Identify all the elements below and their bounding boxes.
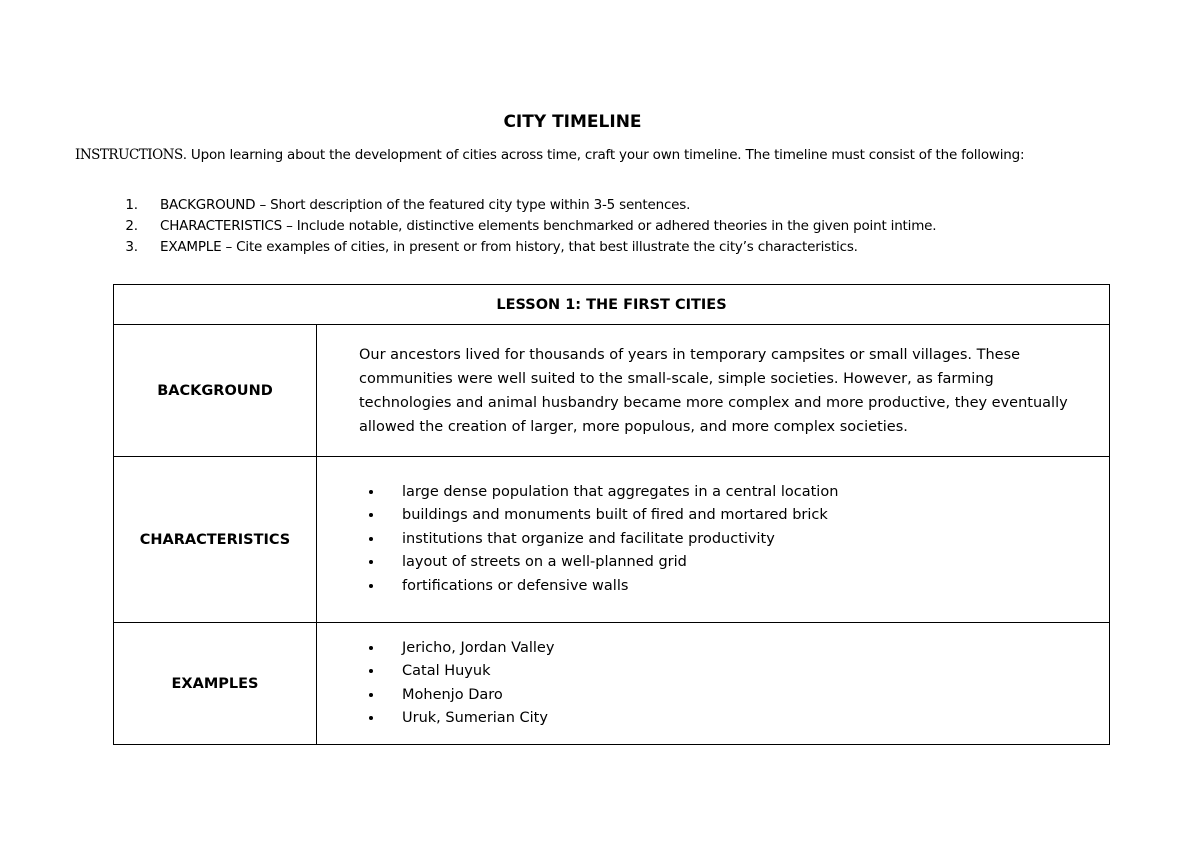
table-row [114,457,1110,623]
list-item: • Uruk, Sumerian City [384,707,1108,731]
list-item: • buildings and monuments built of fired and mortared brick [384,504,1108,528]
table-row [114,623,1110,745]
table-row [114,325,1110,457]
lesson-table [113,284,1110,745]
examples-cell [317,623,1110,745]
background-text: Our ancestors lived for thousands of years in temporary campsites or small villages. These communities were well suited to the small-scale, simple societies. However, as farming technologies and animal husbandry became more complex and more productive, they eventually allowed the creation of larger, more populous, and more complex societies. [317,325,1110,457]
table-heading: LESSON 1: THE FIRST CITIES [114,285,1110,325]
instructions [75,145,1035,166]
list-item: • institutions that organize and facilitate productivity [384,528,1108,552]
instructions-list [118,195,1042,258]
list-item: • large dense population that aggregates in a central location [384,481,1108,505]
background-label: BACKGROUND [114,325,317,457]
list-item: 3. EXAMPLE – Cite examples of cities, in present or from history, that best illustrate the city’s characteristics. [142,237,1042,258]
list-item: • Jericho, Jordan Valley [384,637,1108,661]
instructions-label: INSTRUCTIONS [75,147,183,163]
page-title: CITY TIMELINE [503,112,642,132]
examples-label: EXAMPLES [114,623,317,745]
list-item: • fortifications or defensive walls [384,575,1108,599]
list-item: • Mohenjo Daro [384,684,1108,708]
list-item: • Catal Huyuk [384,660,1108,684]
list-item: 2. CHARACTERISTICS – Include notable, distinctive elements benchmarked or adhered theories in the given point intime. [142,216,1042,237]
characteristics-cell [317,457,1110,623]
instructions-text: . Upon learning about the development of cities across time, craft your own timeline. The timeline must consist of the following: [182,147,1025,163]
characteristics-label: CHARACTERISTICS [114,457,317,623]
list-item: • layout of streets on a well-planned grid [384,551,1108,575]
list-item: 1. BACKGROUND – Short description of the featured city type within 3-5 sentences. [142,195,1042,216]
